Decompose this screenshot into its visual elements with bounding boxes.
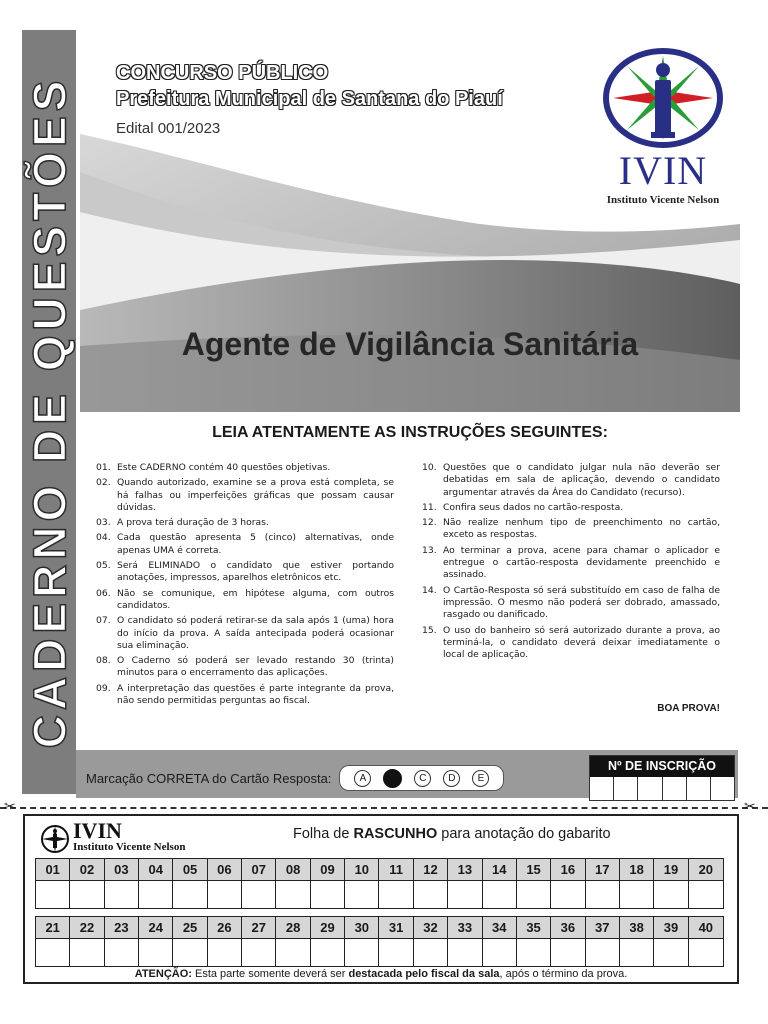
- answer-cell[interactable]: [36, 939, 70, 966]
- question-number: 29: [311, 917, 345, 939]
- question-number: 36: [551, 917, 585, 939]
- answer-cell[interactable]: [448, 939, 482, 966]
- side-title-text: CADERNO DE QUESTÕES: [23, 75, 76, 749]
- question-number: 37: [586, 917, 620, 939]
- instruction-item: 07. O candidato só poderá retirar-se da sala após 1 (uma) hora do início da prova. A saída antecipada poderá ocasionar sua eliminação.: [96, 615, 394, 651]
- instruction-item: 04. Cada questão apresenta 5 (cinco) alternativas, onde apenas UMA é correta.: [96, 532, 394, 556]
- instructions-title: LEIA ATENTAMENTE AS INSTRUÇÕES SEGUINTES:: [212, 424, 608, 441]
- answer-cell[interactable]: [208, 881, 242, 908]
- answer-cell[interactable]: [483, 881, 517, 908]
- answer-cell[interactable]: [414, 939, 448, 966]
- answer-cell[interactable]: [173, 881, 207, 908]
- question-number: 35: [517, 917, 551, 939]
- logo-subtitle: Instituto Vicente Nelson: [606, 194, 720, 206]
- answer-cell[interactable]: [689, 881, 723, 908]
- instruction-item: 06. Não se comunique, em hipótese alguma, com outros candidatos.: [96, 587, 394, 611]
- answer-cell[interactable]: [345, 881, 379, 908]
- inscricao-digit-box[interactable]: [638, 777, 662, 800]
- question-number: 20: [689, 859, 723, 881]
- inscricao-digit-box[interactable]: [590, 777, 614, 800]
- scissors-icon: ✂: [744, 798, 756, 814]
- instruction-item: 03. A prova terá duração de 3 horas.: [96, 517, 269, 529]
- question-number: 30: [345, 917, 379, 939]
- question-number: 38: [620, 917, 654, 939]
- instructions-right: [422, 462, 720, 664]
- question-number: 07: [242, 859, 276, 881]
- answer-cell[interactable]: [517, 881, 551, 908]
- header-edital: Edital 001/2023: [116, 120, 221, 137]
- header-prefeitura: Prefeitura Municipal de Santana do Piauí: [116, 88, 503, 110]
- question-number: 11: [379, 859, 413, 881]
- rascunho-title: Folha de RASCUNHO para anotação do gabarito: [293, 826, 611, 842]
- question-number: 17: [586, 859, 620, 881]
- bubble-a: A: [354, 770, 371, 787]
- answer-cell[interactable]: [551, 881, 585, 908]
- instruction-item: 10. Questões que o candidato julgar nula não deverão ser debatidas em sala de aplicação, devendo o candidato argumentar através da Área do Candidato (recurso).: [422, 462, 720, 498]
- answer-grid-21-40: [35, 916, 724, 967]
- ivin-logo-small-icon: [39, 823, 71, 855]
- rascunho-logo-name: IVIN: [73, 818, 122, 843]
- answer-cell[interactable]: [379, 939, 413, 966]
- answer-cell[interactable]: [517, 939, 551, 966]
- inscricao-digit-box[interactable]: [687, 777, 711, 800]
- question-number: 03: [105, 859, 139, 881]
- question-number: 12: [414, 859, 448, 881]
- answer-cell[interactable]: [551, 939, 585, 966]
- scissors-icon: ✂: [4, 798, 16, 814]
- answer-cell[interactable]: [448, 881, 482, 908]
- question-number: 21: [36, 917, 70, 939]
- answer-cell[interactable]: [173, 939, 207, 966]
- inscricao-digit-box[interactable]: [711, 777, 734, 800]
- header-concurso: CONCURSO PÚBLICO: [116, 62, 329, 84]
- rascunho-sheet: [23, 814, 739, 984]
- answer-cell[interactable]: [483, 939, 517, 966]
- answer-cell[interactable]: [654, 939, 688, 966]
- question-number: 19: [654, 859, 688, 881]
- answer-cell[interactable]: [414, 881, 448, 908]
- question-number: 05: [173, 859, 207, 881]
- answer-cell[interactable]: [139, 939, 173, 966]
- question-number: 33: [448, 917, 482, 939]
- question-number: 26: [208, 917, 242, 939]
- instruction-item: 05. Será ELIMINADO o candidato que estiver portando anotações, impressos, aparelhos eletrônicos etc.: [96, 560, 394, 584]
- answer-cell[interactable]: [654, 881, 688, 908]
- bubble-c: C: [414, 770, 431, 787]
- bubble-b-filled: [383, 769, 402, 788]
- marking-example: [86, 765, 504, 791]
- logo-name: IVIN: [618, 148, 708, 193]
- answer-cell[interactable]: [105, 939, 139, 966]
- question-number: 31: [379, 917, 413, 939]
- question-number: 18: [620, 859, 654, 881]
- question-number: 02: [70, 859, 104, 881]
- answer-cell[interactable]: [620, 881, 654, 908]
- question-number: 13: [448, 859, 482, 881]
- bubble-d: D: [443, 770, 460, 787]
- question-number: 04: [139, 859, 173, 881]
- question-number: 27: [242, 917, 276, 939]
- answer-grid-1-20: [35, 858, 724, 909]
- rascunho-logo: [39, 820, 229, 856]
- instruction-item: 01. Este CADERNO contém 40 questões objetivas.: [96, 462, 331, 473]
- question-number: 10: [345, 859, 379, 881]
- answer-cell[interactable]: [208, 939, 242, 966]
- bubble-e: E: [472, 770, 489, 787]
- question-number: 24: [139, 917, 173, 939]
- answer-cell[interactable]: [311, 881, 345, 908]
- answer-cell[interactable]: [70, 881, 104, 908]
- answer-cell[interactable]: [620, 939, 654, 966]
- instruction-item: 11. Confira seus dados no cartão-resposta.: [422, 501, 624, 513]
- answer-cell[interactable]: [36, 881, 70, 908]
- instruction-item: 14. O Cartão-Resposta só será substituído em caso de falha de impressão. O mesmo não poderá ser dobrado, amassado, rasgado ou danificado.: [422, 584, 720, 621]
- answer-cell[interactable]: [586, 881, 620, 908]
- question-number: 09: [311, 859, 345, 881]
- side-bar: [22, 30, 76, 794]
- instruction-item: 12. Não realize nenhum tipo de preenchimento no cartão, exceto as respostas.: [422, 517, 720, 541]
- instructions-left: [96, 462, 394, 710]
- cut-line: [0, 807, 768, 809]
- question-number: 08: [276, 859, 310, 881]
- inscricao-title: Nº DE INSCRIÇÃO: [590, 756, 734, 777]
- answer-cell[interactable]: [311, 939, 345, 966]
- question-number: 14: [483, 859, 517, 881]
- answer-cell[interactable]: [105, 881, 139, 908]
- answer-cell[interactable]: [242, 939, 276, 966]
- answer-cell[interactable]: [586, 939, 620, 966]
- answer-cell[interactable]: [242, 881, 276, 908]
- decorative-banner: [80, 120, 740, 412]
- inscricao-box: [589, 755, 735, 801]
- rascunho-logo-sub: Instituto Vicente Nelson: [73, 841, 186, 853]
- instruction-item: 15. O uso do banheiro só será autorizado durante a prova, ao terminá-la, o candidato deverá deixar imediatamente o local de aplicação.: [422, 624, 720, 661]
- answer-cell[interactable]: [276, 881, 310, 908]
- marking-label: Marcação CORRETA do Cartão Resposta:: [86, 770, 332, 786]
- answer-cell[interactable]: [70, 939, 104, 966]
- instruction-item: 13. Ao terminar a prova, acene para chamar o aplicador e entregue o cartão-resposta devidamente preenchido e assinado.: [422, 544, 720, 581]
- answer-cell[interactable]: [379, 881, 413, 908]
- question-number: 40: [689, 917, 723, 939]
- answer-cell[interactable]: [139, 881, 173, 908]
- instruction-item: 09. A interpretação das questões é parte integrante da prova, não sendo permitidas perguntas ao fiscal.: [96, 682, 394, 707]
- inscricao-boxes: [590, 777, 734, 800]
- answer-cell[interactable]: [345, 939, 379, 966]
- marking-bubbles: [339, 765, 504, 791]
- inscricao-digit-box[interactable]: [614, 777, 638, 800]
- question-number: 06: [208, 859, 242, 881]
- side-title: [22, 30, 76, 794]
- cargo-title: Agente de Vigilância Sanitária: [181, 326, 639, 362]
- question-number: 01: [36, 859, 70, 881]
- question-number: 22: [70, 917, 104, 939]
- atencao-note: ATENÇÃO: Esta parte somente deverá ser destacada pelo fiscal da sala, após o término da prova.: [134, 968, 628, 980]
- inscricao-digit-box[interactable]: [663, 777, 687, 800]
- question-number: 32: [414, 917, 448, 939]
- question-number: 25: [173, 917, 207, 939]
- question-number: 15: [517, 859, 551, 881]
- boa-prova: BOA PROVA!: [657, 703, 720, 714]
- answer-cell[interactable]: [689, 939, 723, 966]
- question-number: 16: [551, 859, 585, 881]
- instruction-item: 08. O Caderno só poderá ser levado restando 30 (trinta) minutos para o encerramento das aplicações.: [96, 655, 394, 679]
- instruction-item: 02. Quando autorizado, examine se a prova está completa, se há falhas ou imperfeições gráficas que possam causar dúvidas.: [96, 477, 394, 513]
- question-number: 28: [276, 917, 310, 939]
- question-number: 39: [654, 917, 688, 939]
- question-number: 23: [105, 917, 139, 939]
- question-number: 34: [483, 917, 517, 939]
- answer-cell[interactable]: [276, 939, 310, 966]
